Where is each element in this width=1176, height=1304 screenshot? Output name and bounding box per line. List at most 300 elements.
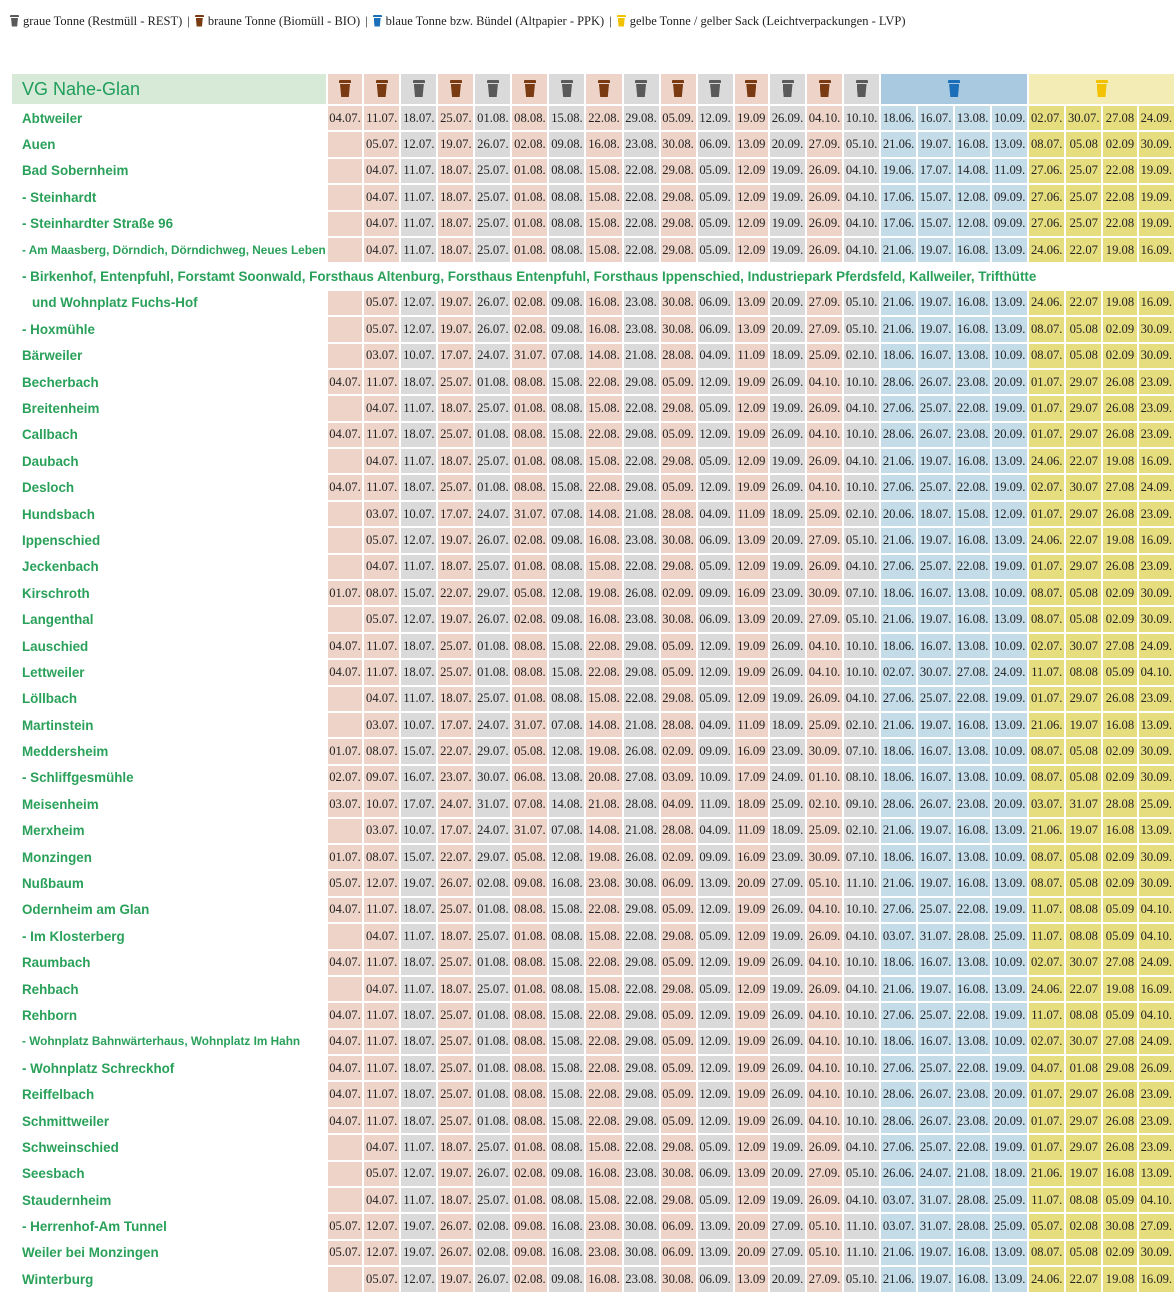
date-cell: 19.09 <box>735 423 768 447</box>
table-row <box>12 502 1174 526</box>
date-cell: 26.09. <box>770 1003 805 1027</box>
header-bio-cell <box>364 74 399 104</box>
date-cell: 18.06. <box>881 634 916 658</box>
date-cell: 08.08. <box>549 159 584 183</box>
date-cell: 22.08. <box>955 898 990 922</box>
date-cell: 27.09. <box>770 871 805 895</box>
date-cell: 10.10. <box>844 106 879 130</box>
date-cell: 05.08 <box>1066 581 1101 605</box>
date-cell: 22.08. <box>624 687 659 711</box>
date-cell: 23.08. <box>624 132 659 156</box>
location-name: Meisenheim <box>22 796 99 812</box>
table-row <box>12 951 1174 975</box>
date-cell: 08.10. <box>844 766 879 790</box>
date-cell: 18.07. <box>438 1135 473 1159</box>
date-cell: 04.07. <box>364 396 399 420</box>
date-cell: 26.07. <box>475 132 510 156</box>
date-cell: 18.09. <box>992 1162 1027 1186</box>
date-cell: 25.07 <box>1066 185 1101 209</box>
date-cell: 26.07. <box>475 528 510 552</box>
date-cell: 25.07. <box>475 449 510 473</box>
date-cell: 28.06. <box>881 792 916 816</box>
date-cell: 12.09. <box>698 951 733 975</box>
date-cell: 05.08 <box>1066 845 1101 869</box>
date-cell: 02.08. <box>512 607 547 631</box>
date-cell: 03.07. <box>364 713 399 737</box>
date-cell: 18.07. <box>401 1030 436 1054</box>
date-cell: 18.07. <box>401 898 436 922</box>
date-cell: 04.09. <box>698 713 733 737</box>
date-cell: 27.06. <box>881 898 916 922</box>
date-cell: 29.08. <box>661 449 696 473</box>
date-cell: 11.07. <box>401 1135 436 1159</box>
date-cell: 16.08. <box>955 819 990 843</box>
date-cell: 04.07. <box>364 159 399 183</box>
date-cell: 09.08. <box>549 1162 584 1186</box>
date-cell: 04.10. <box>807 1003 842 1027</box>
date-cell: 08.07. <box>1029 581 1064 605</box>
date-cell: 26.07. <box>918 370 953 394</box>
date-cell: 26.07. <box>438 871 473 895</box>
date-cell: 08.08. <box>549 449 584 473</box>
date-cell: 25.09. <box>992 1214 1027 1238</box>
date-cell: 19.07. <box>438 1267 473 1291</box>
table-row <box>12 396 1174 420</box>
date-cell: 08.07. <box>364 739 399 763</box>
date-cell: 26.09. <box>770 370 805 394</box>
date-cell: 19.09. <box>992 396 1027 420</box>
date-cell: 03.07. <box>1029 792 1064 816</box>
date-cell: 06.09. <box>661 871 696 895</box>
date-cell: 29.07. <box>475 845 510 869</box>
date-cell: 22.08. <box>955 555 990 579</box>
date-cell: 04.10. <box>807 370 842 394</box>
date-cell: 10.09. <box>992 951 1027 975</box>
date-cell: 18.06. <box>881 344 916 368</box>
date-cell: 06.09. <box>698 132 733 156</box>
date-cell: 25.07. <box>438 951 473 975</box>
date-cell: 11.07. <box>1029 898 1064 922</box>
date-cell: 07.08. <box>549 502 584 526</box>
date-cell: 01.08. <box>475 423 510 447</box>
date-cell: 20.09 <box>735 1241 768 1265</box>
date-cell: 02.07. <box>881 660 916 684</box>
date-cell: 10.10. <box>844 634 879 658</box>
date-cell: 13.08. <box>549 766 584 790</box>
date-cell: 02.07. <box>328 766 363 790</box>
date-cell: 13.09. <box>992 607 1027 631</box>
date-cell: 07.10. <box>844 581 879 605</box>
date-cell: 04.10. <box>1139 898 1174 922</box>
date-cell: 02.10. <box>844 344 879 368</box>
date-cell: 29.08. <box>624 423 659 447</box>
date-cell: 25.09. <box>992 1188 1027 1212</box>
date-cell: 11.07. <box>364 106 399 130</box>
date-cell: 21.06. <box>881 871 916 895</box>
date-cell: 19.07. <box>438 291 473 315</box>
date-cell: 26.09. <box>770 898 805 922</box>
table-row <box>12 766 1174 790</box>
date-cell: 04.10. <box>844 185 879 209</box>
header-bio-cell <box>512 74 547 104</box>
table-row <box>12 977 1174 1001</box>
date-cell: 27.08. <box>624 766 659 790</box>
date-cell: 31.07 <box>1066 792 1101 816</box>
date-cell: 08.08. <box>549 924 584 948</box>
date-cell: 02.09 <box>1103 845 1136 869</box>
date-cell: 15.08. <box>586 449 621 473</box>
date-cell: 22.08. <box>624 924 659 948</box>
date-cell: 16.08. <box>955 291 990 315</box>
date-cell: 24.09. <box>992 660 1027 684</box>
date-cell: 04.10. <box>844 687 879 711</box>
location-name: Bärweiler <box>22 348 83 364</box>
date-cell: 20.09. <box>992 1082 1027 1106</box>
date-cell: 05.08 <box>1066 607 1101 631</box>
date-cell: 11.07. <box>364 660 399 684</box>
table-body <box>12 106 1174 1292</box>
date-cell: 06.09. <box>698 1162 733 1186</box>
date-cell: 04.07. <box>328 370 363 394</box>
legend-label: graue Tonne (Restmüll - REST) <box>23 13 183 28</box>
grey-bin-icon <box>856 80 868 98</box>
date-cell: 17.07. <box>438 713 473 737</box>
date-cell: 15.08. <box>549 1082 584 1106</box>
date-cell: 04.10. <box>807 1056 842 1080</box>
date-cell: 21.06. <box>881 1241 916 1265</box>
date-cell: 10.10. <box>844 660 879 684</box>
date-cell: 19.09. <box>770 687 805 711</box>
date-cell: 19.07. <box>401 1241 436 1265</box>
date-cell: 26.08 <box>1103 687 1136 711</box>
date-cell: 02.07. <box>1029 634 1064 658</box>
date-cell: 19.07. <box>918 871 953 895</box>
date-cell: 20.08. <box>586 766 621 790</box>
date-cell: 10.09. <box>992 106 1027 130</box>
date-cell: 26.08. <box>624 581 659 605</box>
date-cell: 16.09. <box>1139 449 1174 473</box>
date-cell: 15.08. <box>586 1188 621 1212</box>
header-ppk-group <box>881 74 1027 104</box>
date-cell: 08.08. <box>512 1109 547 1133</box>
header-rest-cell <box>401 74 436 104</box>
date-cell: 03.09. <box>661 766 696 790</box>
date-cell: 29.08. <box>624 634 659 658</box>
date-cell: 24.09. <box>1139 951 1174 975</box>
date-cell: 25.07. <box>918 475 953 499</box>
date-cell: 12.07. <box>401 1267 436 1291</box>
date-cell: 14.08. <box>549 792 584 816</box>
date-cell: 26.09. <box>807 687 842 711</box>
yellow-bin-icon <box>617 15 626 28</box>
date-cell: 01.08. <box>512 212 547 236</box>
date-cell: 26.09. <box>770 1056 805 1080</box>
date-cell: 23.09. <box>770 581 805 605</box>
date-cell: 05.08. <box>512 845 547 869</box>
date-cell: 16.08. <box>586 1267 621 1291</box>
date-cell: 11.07. <box>401 212 436 236</box>
date-cell: 16.08. <box>549 1214 584 1238</box>
table-row <box>12 132 1174 156</box>
date-cell: 09.08. <box>512 871 547 895</box>
date-cell: 05.09. <box>698 924 733 948</box>
date-cell: 10.10. <box>844 370 879 394</box>
location-name: - Schliffgesmühle <box>22 770 134 786</box>
date-cell: 09.08. <box>549 132 584 156</box>
date-cell: 04.10. <box>844 924 879 948</box>
date-cell: 10.10. <box>844 898 879 922</box>
date-cell: 13.09. <box>992 977 1027 1001</box>
date-cell: 04.07. <box>364 185 399 209</box>
date-cell: 18.06. <box>881 106 916 130</box>
date-cell <box>328 502 363 526</box>
date-cell: 23.08. <box>586 1214 621 1238</box>
date-cell: 13.08. <box>955 766 990 790</box>
date-cell: 25.07. <box>475 1135 510 1159</box>
date-cell: 13.08. <box>955 581 990 605</box>
date-cell: 25.07. <box>918 1003 953 1027</box>
grey-bin-icon <box>413 80 425 98</box>
date-cell: 19.08 <box>1103 1267 1136 1291</box>
date-cell: 25.07. <box>438 370 473 394</box>
date-cell: 13.09 <box>735 1267 768 1291</box>
table-row <box>12 106 1174 130</box>
date-cell: 25.07. <box>475 977 510 1001</box>
date-cell: 24.06. <box>1029 528 1064 552</box>
date-cell: 21.06. <box>881 317 916 341</box>
date-cell: 19.09. <box>770 977 805 1001</box>
header-rest-cell <box>549 74 584 104</box>
date-cell: 26.08 <box>1103 555 1136 579</box>
date-cell: 01.08. <box>475 370 510 394</box>
date-cell: 12.09 <box>735 924 768 948</box>
date-cell: 02.08. <box>512 528 547 552</box>
date-cell: 13.09. <box>992 317 1027 341</box>
date-cell: 09.09. <box>698 845 733 869</box>
date-cell: 02.09 <box>1103 344 1136 368</box>
date-cell: 18.07. <box>401 1056 436 1080</box>
date-cell: 30.07 <box>1066 475 1101 499</box>
date-cell: 24.06. <box>1029 1267 1064 1291</box>
date-cell: 29.08. <box>624 951 659 975</box>
brown-bin-icon <box>672 80 684 98</box>
date-cell: 02.09 <box>1103 132 1136 156</box>
date-cell: 05.10. <box>844 1162 879 1186</box>
date-cell: 26.09. <box>770 1030 805 1054</box>
date-cell: 23.09. <box>1139 1135 1174 1159</box>
date-cell: 26.09. <box>770 423 805 447</box>
date-cell: 11.07. <box>364 423 399 447</box>
date-cell: 16.07. <box>918 344 953 368</box>
date-cell: 05.08 <box>1066 739 1101 763</box>
date-cell: 04.10. <box>844 396 879 420</box>
date-cell: 07.08. <box>549 713 584 737</box>
date-cell: 10.07. <box>401 502 436 526</box>
date-cell: 04.10. <box>1139 660 1174 684</box>
date-cell: 26.08 <box>1103 423 1136 447</box>
date-cell: 26.07. <box>918 1109 953 1133</box>
date-cell: 27.06. <box>881 396 916 420</box>
date-cell: 26.09. <box>807 238 842 262</box>
date-cell: 05.09. <box>698 977 733 1001</box>
date-cell: 19.09. <box>992 1003 1027 1027</box>
date-cell: 11.07. <box>364 475 399 499</box>
date-cell <box>328 344 363 368</box>
date-cell <box>328 687 363 711</box>
date-cell: 19.07 <box>1066 713 1101 737</box>
grey-bin-icon <box>709 80 721 98</box>
date-cell: 23.09. <box>770 845 805 869</box>
date-cell: 20.09. <box>992 370 1027 394</box>
date-cell: 12.09. <box>698 634 733 658</box>
date-cell: 19.07. <box>918 528 953 552</box>
date-cell: 29.08. <box>661 212 696 236</box>
date-cell: 23.09. <box>770 739 805 763</box>
date-cell: 14.08. <box>586 502 621 526</box>
date-cell: 06.09. <box>698 528 733 552</box>
date-cell: 19.09 <box>735 1109 768 1133</box>
date-cell: 26.09. <box>770 475 805 499</box>
date-cell: 12.09. <box>698 898 733 922</box>
date-cell: 25.07. <box>438 423 473 447</box>
date-cell: 31.07. <box>918 1188 953 1212</box>
date-cell: 29.08 <box>1103 1056 1136 1080</box>
date-cell: 20.09. <box>770 607 805 631</box>
table-row <box>12 344 1174 368</box>
date-cell: 12.07. <box>401 317 436 341</box>
date-cell: 11.10. <box>844 1214 879 1238</box>
brown-bin-icon <box>339 80 351 98</box>
date-cell: 12.09 <box>735 977 768 1001</box>
date-cell: 19.07. <box>918 132 953 156</box>
date-cell: 05.09. <box>661 1003 696 1027</box>
date-cell: 29.08. <box>661 159 696 183</box>
date-cell: 12.09 <box>735 185 768 209</box>
date-cell: 11.07. <box>364 1030 399 1054</box>
date-cell: 16.07. <box>918 766 953 790</box>
date-cell: 20.06. <box>881 502 916 526</box>
date-cell <box>328 1267 363 1291</box>
date-cell: 19.09. <box>770 924 805 948</box>
date-cell: 11.07. <box>1029 1003 1064 1027</box>
date-cell: 31.07. <box>512 344 547 368</box>
date-cell: 08.08. <box>512 951 547 975</box>
date-cell: 01.08. <box>475 1056 510 1080</box>
date-cell: 16.07. <box>918 1030 953 1054</box>
date-cell: 18.07. <box>401 1109 436 1133</box>
date-cell: 12.09 <box>735 238 768 262</box>
date-cell: 12.09 <box>735 449 768 473</box>
table-row <box>12 607 1174 631</box>
date-cell: 06.09. <box>698 291 733 315</box>
date-cell: 04.07. <box>328 1082 363 1106</box>
date-cell: 25.09. <box>1139 792 1174 816</box>
date-cell: 17.07. <box>438 502 473 526</box>
date-cell: 08.07. <box>364 581 399 605</box>
date-cell: 22.08. <box>624 977 659 1001</box>
date-cell: 22.08. <box>955 1003 990 1027</box>
date-cell: 27.06. <box>1029 185 1064 209</box>
date-cell: 16.08. <box>955 713 990 737</box>
date-cell: 05.09. <box>698 238 733 262</box>
date-cell: 06.09. <box>698 317 733 341</box>
date-cell: 26.08. <box>624 739 659 763</box>
date-cell: 18.07. <box>438 396 473 420</box>
date-cell: 05.09. <box>698 1188 733 1212</box>
date-cell: 22.08. <box>586 951 621 975</box>
date-cell: 01.07. <box>1029 396 1064 420</box>
legend-separator: | <box>609 13 612 28</box>
date-cell: 22.07 <box>1066 528 1101 552</box>
date-cell: 19.09. <box>992 1135 1027 1159</box>
date-cell: 13.09. <box>992 132 1027 156</box>
date-cell: 16.08. <box>586 132 621 156</box>
date-cell: 18.07. <box>401 475 436 499</box>
date-cell: 19.09 <box>735 370 768 394</box>
date-cell: 29.07. <box>475 739 510 763</box>
date-cell: 18.07. <box>438 1188 473 1212</box>
header-bio-cell <box>807 74 842 104</box>
date-cell: 25.07. <box>438 1082 473 1106</box>
date-cell: 19.09 <box>735 1003 768 1027</box>
date-cell: 26.09. <box>807 555 842 579</box>
date-cell: 22.08. <box>955 1056 990 1080</box>
date-cell: 26.09. <box>807 159 842 183</box>
date-cell: 05.08 <box>1066 871 1101 895</box>
date-cell: 22.07 <box>1066 238 1101 262</box>
date-cell: 19.08 <box>1103 528 1136 552</box>
date-cell: 08.08. <box>549 687 584 711</box>
date-cell: 29.08. <box>624 1109 659 1133</box>
date-cell: 15.08. <box>549 1056 584 1080</box>
date-cell: 29.08. <box>624 660 659 684</box>
date-cell: 02.08 <box>1066 1214 1101 1238</box>
date-cell: 26.09. <box>807 1188 842 1212</box>
date-cell: 12.09. <box>698 475 733 499</box>
date-cell: 24.09. <box>1139 475 1174 499</box>
date-cell: 03.07. <box>881 1188 916 1212</box>
table-title: VG Nahe-Glan <box>12 74 326 104</box>
date-cell: 04.10. <box>1139 1188 1174 1212</box>
table-row <box>12 185 1174 209</box>
date-cell: 04.10. <box>807 1082 842 1106</box>
date-cell: 29.07. <box>475 581 510 605</box>
legend-label: blaue Tonne bzw. Bündel (Altpapier - PPK) <box>385 13 605 28</box>
date-cell: 03.07. <box>881 1214 916 1238</box>
date-cell: 23.08. <box>624 1267 659 1291</box>
date-cell: 27.06. <box>1029 212 1064 236</box>
date-cell: 28.08. <box>661 502 696 526</box>
date-cell: 25.07. <box>918 1056 953 1080</box>
date-cell: 22.07 <box>1066 977 1101 1001</box>
brown-bin-icon <box>524 80 536 98</box>
date-cell: 24.07. <box>475 502 510 526</box>
date-cell <box>328 713 363 737</box>
location-name: Nußbaum <box>22 876 84 892</box>
date-cell: 02.10. <box>844 502 879 526</box>
date-cell: 04.10. <box>807 660 842 684</box>
date-cell: 31.07. <box>918 924 953 948</box>
date-cell: 29.07 <box>1066 396 1101 420</box>
date-cell: 05.09. <box>661 634 696 658</box>
date-cell: 24.07. <box>475 344 510 368</box>
table-row <box>12 1030 1174 1054</box>
date-cell: 23.09. <box>1139 1082 1174 1106</box>
date-cell: 22.07. <box>438 581 473 605</box>
date-cell: 26.09. <box>807 449 842 473</box>
date-cell: 27.08 <box>1103 475 1136 499</box>
date-cell: 13.08. <box>955 634 990 658</box>
